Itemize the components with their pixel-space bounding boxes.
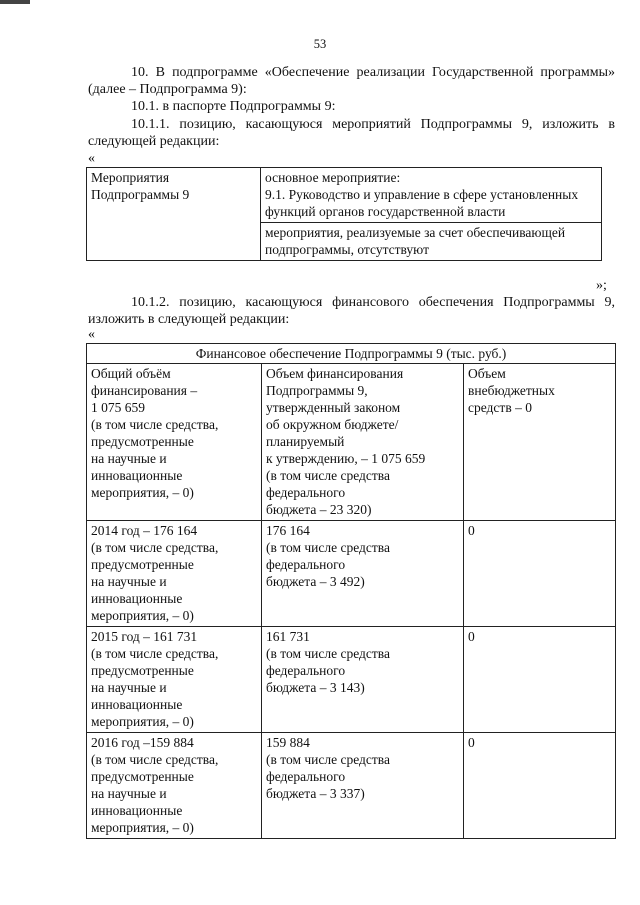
year-2016-extrabudget-cell: 0 [464, 733, 616, 839]
activities-label-cell: Мероприятия Подпрограммы 9 [87, 168, 261, 261]
total-financing-cell: Общий объём финансирования – 1 075 659 (в том числе средства, предусмотренные на научные и инновационные мероприятия, – 0) [87, 364, 262, 521]
scan-corner-mark [0, 0, 30, 4]
table-row [87, 168, 602, 223]
open-quote: « [88, 151, 95, 166]
activities-main-cell: основное мероприятие: 9.1. Руководство и управление в сфере установленных функций органов государственной власти [261, 168, 602, 223]
year-2014-extrabudget-cell: 0 [464, 521, 616, 627]
year-2015-budget-cell: 161 731 (в том числе средства федерального бюджета – 3 143) [262, 627, 464, 733]
year-2014-budget-cell: 176 164 (в том числе средства федерального бюджета – 3 492) [262, 521, 464, 627]
close-quote: »; [596, 278, 607, 293]
extrabudgetary-cell: Объем внебюджетных средств – 0 [464, 364, 616, 521]
table-row [87, 733, 616, 839]
year-2016-budget-cell: 159 884 (в том числе средства федерального бюджета – 3 337) [262, 733, 464, 839]
open-quote: « [88, 327, 95, 342]
table-row [87, 364, 616, 521]
activities-secondary-cell: мероприятия, реализуемые за счет обеспечивающей подпрограммы, отсутствуют [261, 223, 602, 261]
table-header-row [87, 344, 616, 364]
paragraph-10-1-2: 10.1.2. позицию, касающуюся финансового обеспечения Подпрограммы 9, изложить в следующей редакции: [88, 295, 615, 327]
financing-table [86, 343, 616, 839]
year-2015-cell: 2015 год – 161 731 (в том числе средства, предусмотренные на научные и инновационные мероприятия, – 0) [87, 627, 262, 733]
year-2014-cell: 2014 год – 176 164 (в том числе средства, предусмотренные на научные и инновационные мероприятия, – 0) [87, 521, 262, 627]
paragraph-10: 10. В подпрограмме «Обеспечение реализации Государственной программы» (далее – Подпрограмма 9): [88, 65, 615, 97]
table-row [87, 627, 616, 733]
year-2015-extrabudget-cell: 0 [464, 627, 616, 733]
budget-financing-cell: Объем финансирования Подпрограммы 9, утвержденный законом об окружном бюджете/ планируемый к утверждению, – 1 075 659 (в том числе средства федерального бюджета – 23 320) [262, 364, 464, 521]
table-row [87, 521, 616, 627]
activities-table [86, 167, 602, 261]
paragraph-10-1-1: 10.1.1. позицию, касающуюся мероприятий Подпрограммы 9, изложить в следующей редакции: [88, 117, 615, 149]
paragraph-10-1: 10.1. в паспорте Подпрограммы 9: [131, 99, 336, 114]
page-number: 53 [313, 37, 327, 51]
year-2016-cell: 2016 год –159 884 (в том числе средства, предусмотренные на научные и инновационные мероприятия, – 0) [87, 733, 262, 839]
financing-table-header: Финансовое обеспечение Подпрограммы 9 (тыс. руб.) [87, 344, 616, 364]
